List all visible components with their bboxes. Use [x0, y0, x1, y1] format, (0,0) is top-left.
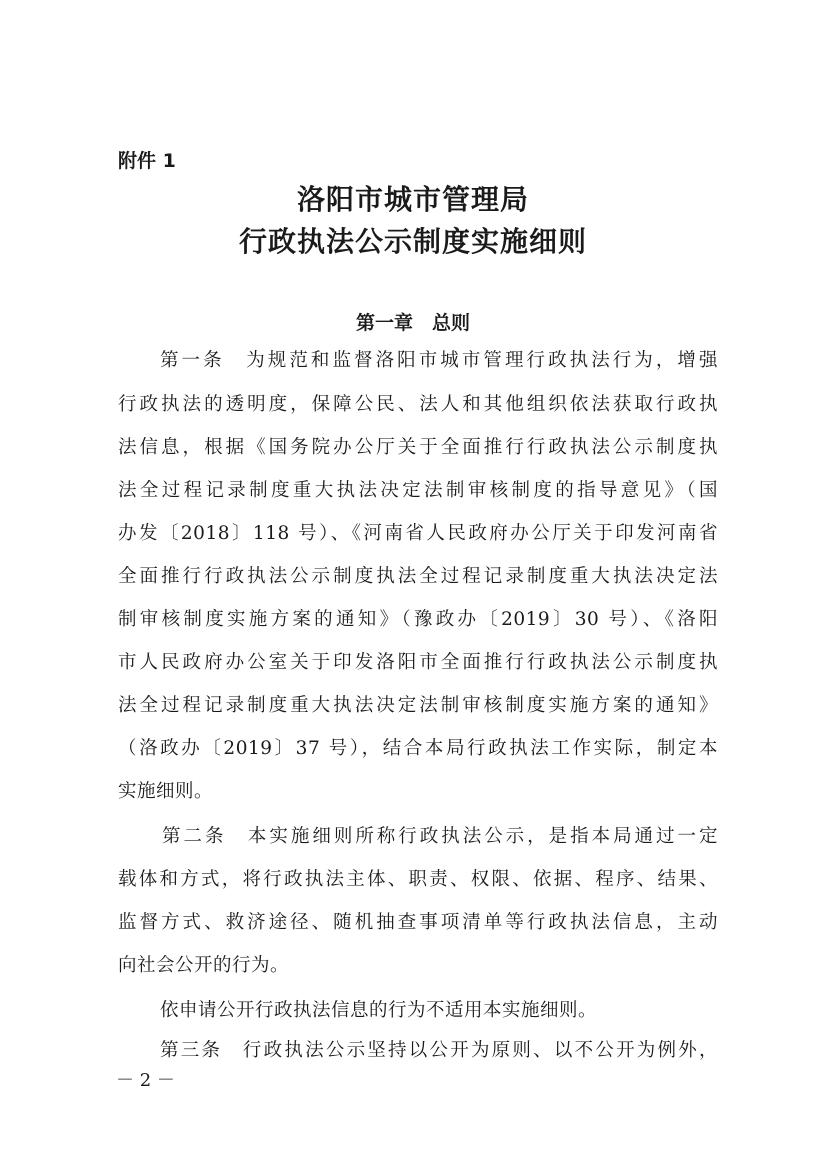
body-line: 依申请公开行政执法信息的行为不适用本实施细则。	[160, 1000, 598, 1021]
body-line: 法全过程记录制度重大执法决定法制审核制度的指导意见》（国	[118, 480, 718, 501]
body-line: 载体和方式，将行政执法主体、职责、权限、依据、程序、结果、	[118, 869, 718, 890]
body-line: 第三条 行政执法公示坚持以公开为原则、以不公开为例外，	[160, 1040, 718, 1061]
document-title-line-2: 行政执法公示制度实施细则	[238, 225, 587, 258]
document-title-line-1: 洛阳市城市管理局	[296, 183, 529, 216]
page-number: － 2 －	[116, 1070, 175, 1091]
body-line: 行政执法的透明度，保障公民、法人和其他组织依法获取行政执	[118, 394, 718, 415]
body-line: 市人民政府办公室关于印发洛阳市全面推行行政执法公示制度执	[118, 652, 718, 673]
body-line: 制审核制度实施方案的通知》（豫政办〔2019〕30 号）、《洛阳	[118, 609, 718, 630]
body-line: 监督方式、救济途径、随机抽查事项清单等行政执法信息，主动	[118, 912, 718, 933]
body-line: 第一条 为规范和监督洛阳市城市管理行政执法行为，增强	[160, 350, 718, 371]
body-line: （洛政办〔2019〕37 号），结合本局行政执法工作实际，制定本	[118, 738, 718, 759]
body-line: 全面推行行政执法公示制度执法全过程记录制度重大执法决定法	[118, 566, 718, 587]
attachment-label: 附件 1	[118, 150, 176, 172]
body-line: 第二条 本实施细则所称行政执法公示，是指本局通过一定	[162, 826, 718, 847]
body-line: 法信息，根据《国务院办公厅关于全面推行行政执法公示制度执	[118, 437, 718, 458]
chapter-heading: 第一章 总则	[355, 312, 470, 334]
body-line: 实施细则。	[118, 781, 214, 802]
body-line: 向社会公开的行为。	[118, 955, 290, 976]
body-line: 办发〔2018〕118 号）、《河南省人民政府办公厅关于印发河南省	[118, 523, 718, 544]
body-line: 法全过程记录制度重大执法决定法制审核制度实施方案的通知》	[118, 695, 718, 716]
